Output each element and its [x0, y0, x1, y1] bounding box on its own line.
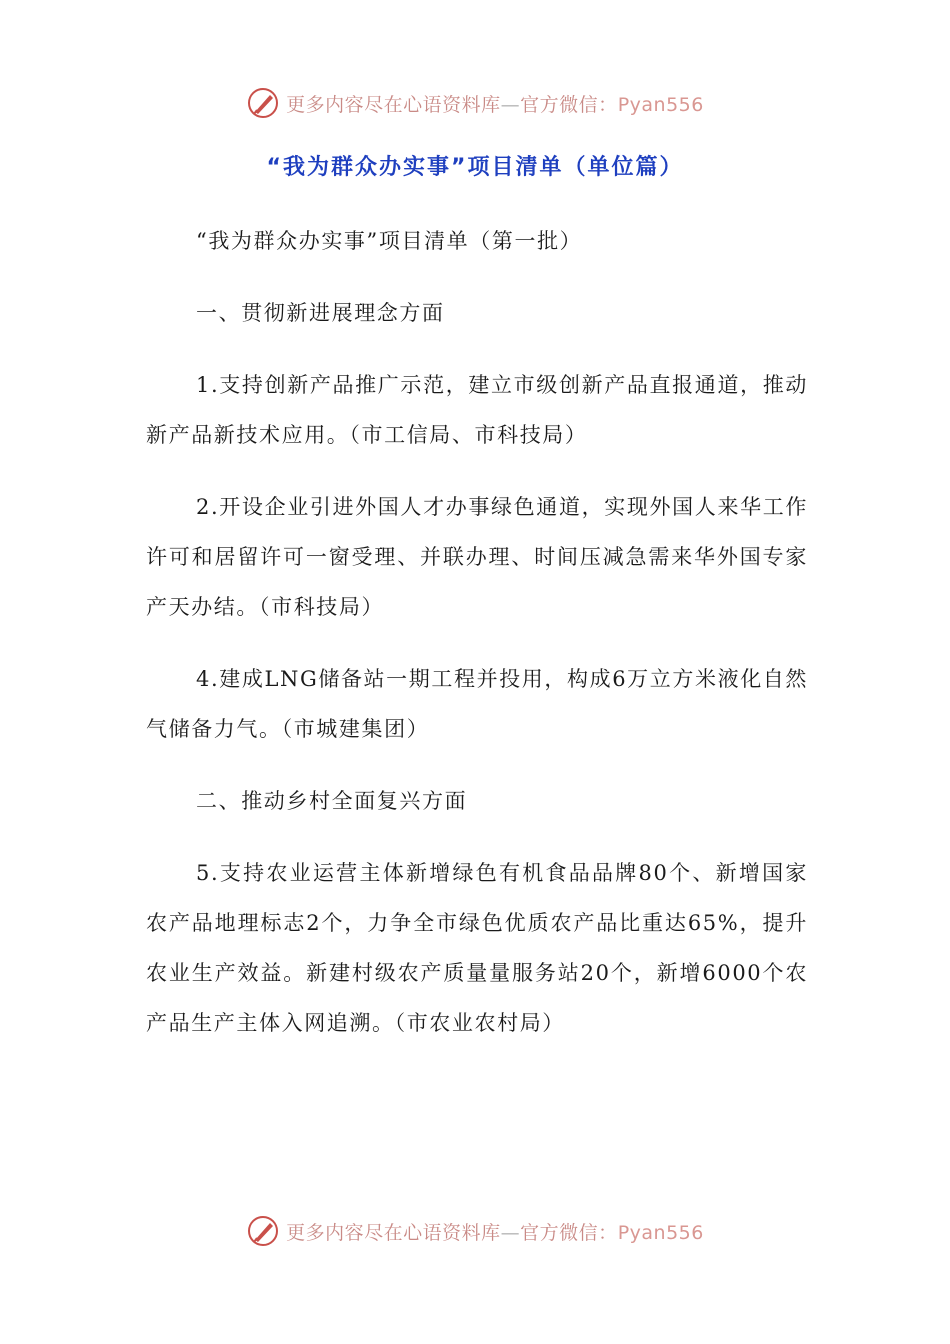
item-1: 1.支持创新产品推广示范，建立市级创新产品直报通道，推动新产品新技术应用。（市工信局、市科技局） — [146, 373, 808, 447]
quill-logo-icon — [246, 86, 280, 120]
document-body — [146, 216, 808, 1070]
item-4: 4.建成LNG储备站一期工程并投用，构成6万立方米液化自然 气储备力气。（市城建集团） — [146, 667, 808, 741]
quill-logo-icon — [246, 1214, 280, 1248]
section-heading-2: 二、推动乡村全面复兴方面 — [196, 789, 468, 813]
item-5: 5.支持农业运营主体新增绿色有机食品品牌80个、新增国家农产品地理标志2个，力争全市绿色优质农产品比重达65%，提升农业生产效益。新建村级农产质量量服务站20个，新增6000个农产品生产主体入网追溯。（市农业农村局） — [146, 861, 808, 1035]
watermark-label: 官方微信： — [520, 93, 618, 116]
watermark-header — [0, 83, 950, 123]
watermark-footer — [0, 1211, 950, 1251]
watermark-id: Pyan556 — [617, 1221, 704, 1244]
watermark-label: 官方微信： — [520, 1221, 618, 1244]
paragraph-subtitle: “我为群众办实事”项目清单（第一批） — [196, 229, 583, 253]
watermark-text — [286, 90, 704, 117]
watermark-separator: — — [500, 1221, 521, 1244]
document-title: “我为群众办实事”项目清单（单位篇） — [266, 155, 684, 180]
watermark-text — [286, 1218, 704, 1245]
section-heading-1: 一、贯彻新进展理念方面 — [196, 301, 445, 325]
watermark-main: 更多内容尽在心语资料库 — [286, 1221, 501, 1244]
watermark-id: Pyan556 — [617, 93, 704, 116]
watermark-main: 更多内容尽在心语资料库 — [286, 93, 501, 116]
item-2: 2.开设企业引进外国人才办事绿色通道，实现外国人来华工作许可和居留许可一窗受理、并联办理、时间压减急需来华外国专家产天办结。（市科技局） — [146, 495, 808, 619]
watermark-separator: — — [500, 93, 521, 116]
